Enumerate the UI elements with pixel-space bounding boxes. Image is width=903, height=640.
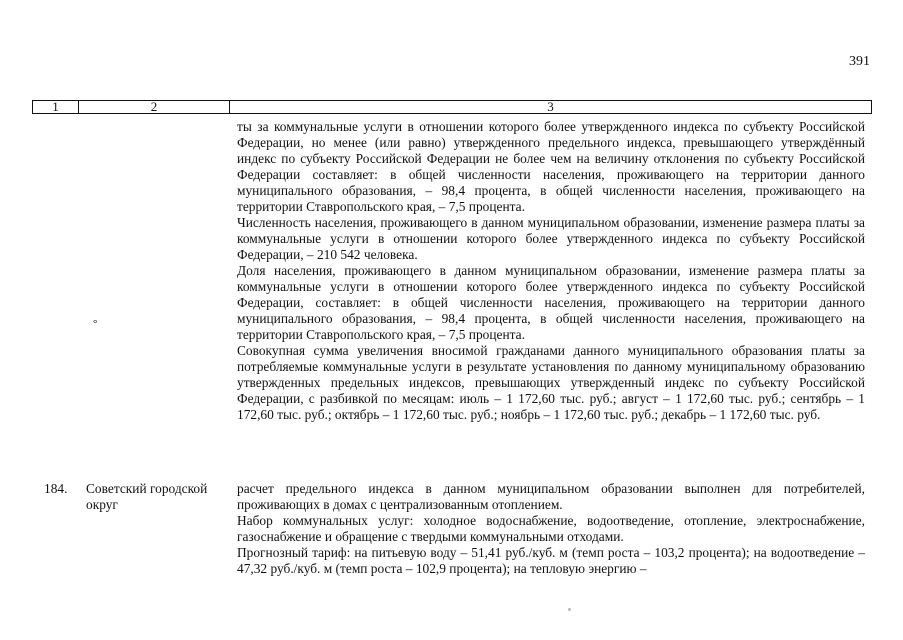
column-header-1: 1 <box>33 101 79 113</box>
municipality-name: Советский городской округ <box>86 481 208 512</box>
column-header-2: 2 <box>79 101 230 113</box>
continuation-paragraph: Численность населения, проживающего в данном муниципальном образовании, изменение размера платы за коммунальные услуги в отношении которого более утвержденного индекса по субъекту Российской Федерации, – 210 542 человека. <box>237 215 865 262</box>
row-paragraph: Набор коммунальных услуг: холодное водоснабжение, водоотведение, отопление, электроснабжение, газоснабжение и обращение с твердыми коммунальными отходами. <box>237 513 865 544</box>
row-paragraph: Прогнозный тариф: на питьевую воду – 51,41 руб./куб. м (темп роста – 103,2 процента); на водоотведение – 47,32 руб./куб. м (темп роста – 102,9 процента); на тепловую энергию – <box>237 545 865 576</box>
continuation-cell <box>237 119 865 423</box>
page-number: 391 <box>849 54 870 69</box>
row-paragraph: расчет предельного индекса в данном муниципальном образовании выполнен для потребителей, проживающих в домах с централизованным отоплением. <box>237 481 865 512</box>
continuation-paragraph: Совокупная сумма увеличения вносимой гражданами данного муниципального образования платы за потребляемые коммунальные услуги в результате установления по данному муниципальному образованию утвержденных предельных индексов, превышающих утвержденный индекс по субъекту Российской Федерации, с разбивкой по месяцам: июль – 1 172,60 тыс. руб.; август – 1 172,60 тыс. руб.; сентябрь – 1 172,60 тыс. руб.; октябрь – 1 172,60 тыс. руб.; ноябрь – 1 172,60 тыс. руб.; декабрь – 1 172,60 тыс. руб. <box>237 343 865 422</box>
stray-mark: ° <box>93 318 98 330</box>
continuation-paragraph: ты за коммунальные услуги в отношении которого более утвержденного индекса по субъекту Российской Федерации, но менее (или равно) утвержденного предельного индекса, превышающего утверждённый индекс по субъекту Российской Федерации не более чем на величину отклонения по субъекту Российской Федерации составляет: в общей численности населения, проживающего на территории данного муниципального образования, – 98,4 процента, в общей численности населения, проживающего на территории Ставропольского края, – 7,5 процента. <box>237 119 865 214</box>
row-description-cell <box>237 481 865 577</box>
column-header-3: 3 <box>547 99 554 114</box>
row-number: 184. <box>44 481 68 496</box>
table-column-header-row <box>32 100 872 114</box>
continuation-paragraph: Доля населения, проживающего в данном муниципальном образовании, изменение размера платы за коммунальные услуги в отношении которого более утвержденного индекса по субъекту Российской Федерации, составляет: в общей численности населения, проживающего на территории данного муниципального образования, – 98,4 процента, в общей численности населения, проживающего на территории Ставропольского края, – 7,5 процента. <box>237 263 865 342</box>
scan-smudge <box>568 608 571 611</box>
